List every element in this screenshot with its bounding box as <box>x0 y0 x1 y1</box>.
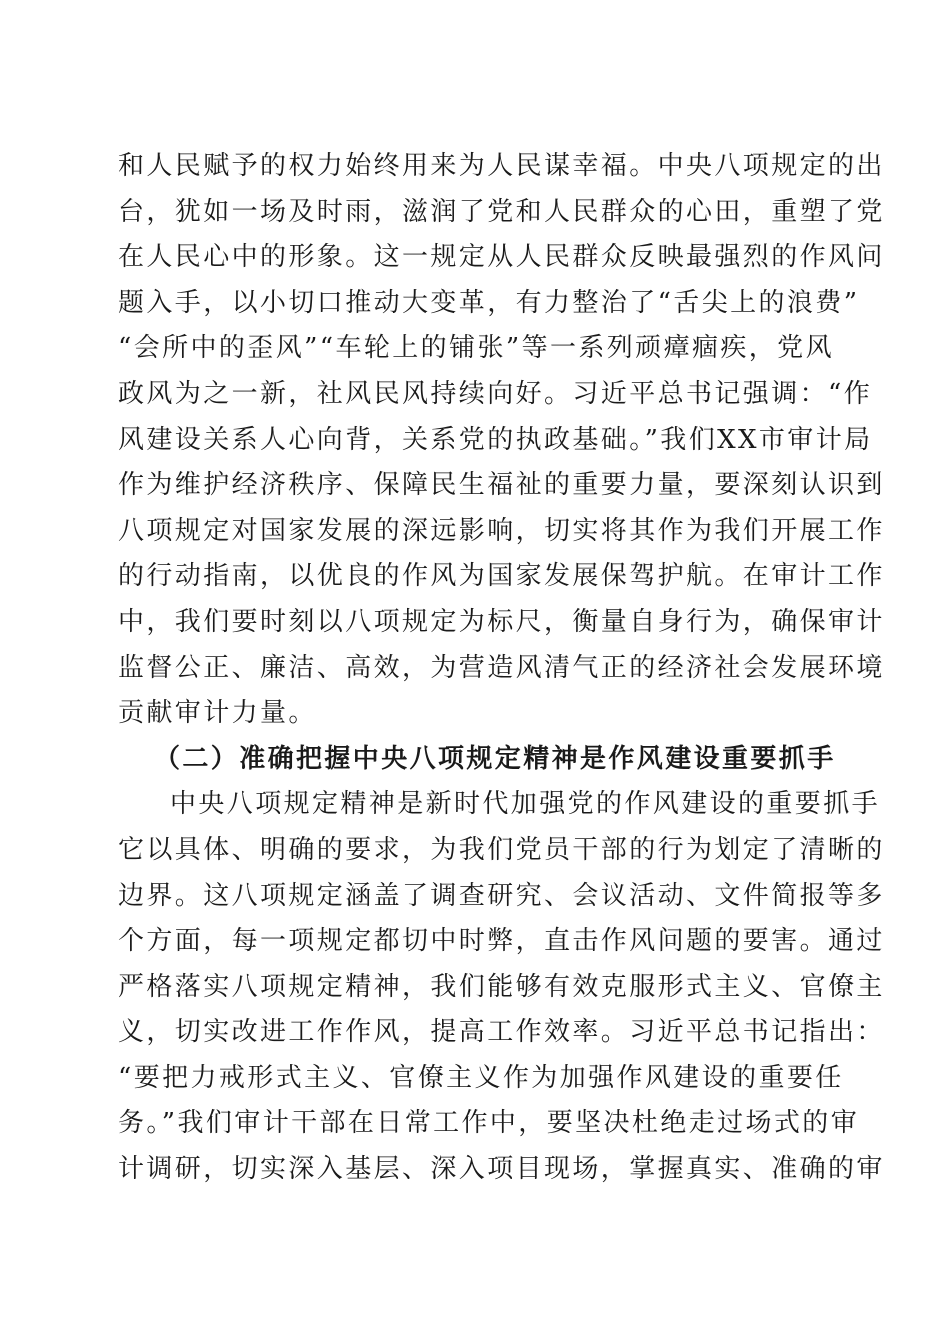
text-line: 风建设关系人心向背，关系党的执政基础。”我们XX市审计局 <box>118 424 873 455</box>
text-line: 中，我们要时刻以八项规定为标尺，衡量自身行为，确保审计 <box>118 606 885 637</box>
text-line: 政风为之一新，社风民风持续向好。习近平总书记强调：“作 <box>118 378 873 409</box>
text-line: 八项规定对国家发展的深远影响，切实将其作为我们开展工作 <box>118 515 885 546</box>
text-line: 中央八项规定精神是新时代加强党的作风建设的重要抓手 <box>170 789 881 820</box>
text-line: 作为维护经济秩序、保障民生福祉的重要力量，要深刻认识到 <box>118 470 885 501</box>
text-line: 它以具体、明确的要求，为我们党员干部的行为划定了清晰的 <box>118 834 885 865</box>
text-line: “要把力戒形式主义、官僚主义作为加强作风建设的重要任 <box>118 1062 844 1093</box>
text-line: 义，切实改进工作作风，提高工作效率。习近平总书记指出： <box>118 1017 885 1048</box>
text-line: 贡献审计力量。 <box>118 698 317 729</box>
paragraph-2 <box>118 782 885 1192</box>
text-line: 监督公正、廉洁、高效，为营造风清气正的经济社会发展环境 <box>118 652 885 683</box>
text-line: 题入手，以小切口推动大变革，有力整治了“舌尖上的浪费” <box>118 287 860 318</box>
text-line: 个方面，每一项规定都切中时弊，直击作风问题的要害。通过 <box>118 926 885 957</box>
section-heading: （二）准确把握中央八项规定精神是作风建设重要抓手 <box>154 743 836 774</box>
paragraph-1 <box>118 144 885 737</box>
text-line: “会所中的歪风”“车轮上的铺张”等一系列顽瘴痼疾，党风 <box>118 333 834 364</box>
text-line: 在人民心中的形象。这一规定从人民群众反映最强烈的作风问 <box>118 242 885 273</box>
text-line: 严格落实八项规定精神，我们能够有效克服形式主义、官僚主 <box>118 971 885 1002</box>
document-body <box>118 144 885 1193</box>
text-line: 台，犹如一场及时雨，滋润了党和人民群众的心田，重塑了党 <box>118 196 885 227</box>
text-line: 务。”我们审计干部在日常工作中，要坚决杜绝走过场式的审 <box>118 1108 860 1139</box>
text-line: 边界。这八项规定涵盖了调查研究、会议活动、文件简报等多 <box>118 880 885 911</box>
text-line: 的行动指南，以优良的作风为国家发展保驾护航。在审计工作 <box>118 561 885 592</box>
text-line: 计调研，切实深入基层、深入项目现场，掌握真实、准确的审 <box>118 1154 885 1185</box>
text-line: 和人民赋予的权力始终用来为人民谋幸福。中央八项规定的出 <box>118 151 885 181</box>
